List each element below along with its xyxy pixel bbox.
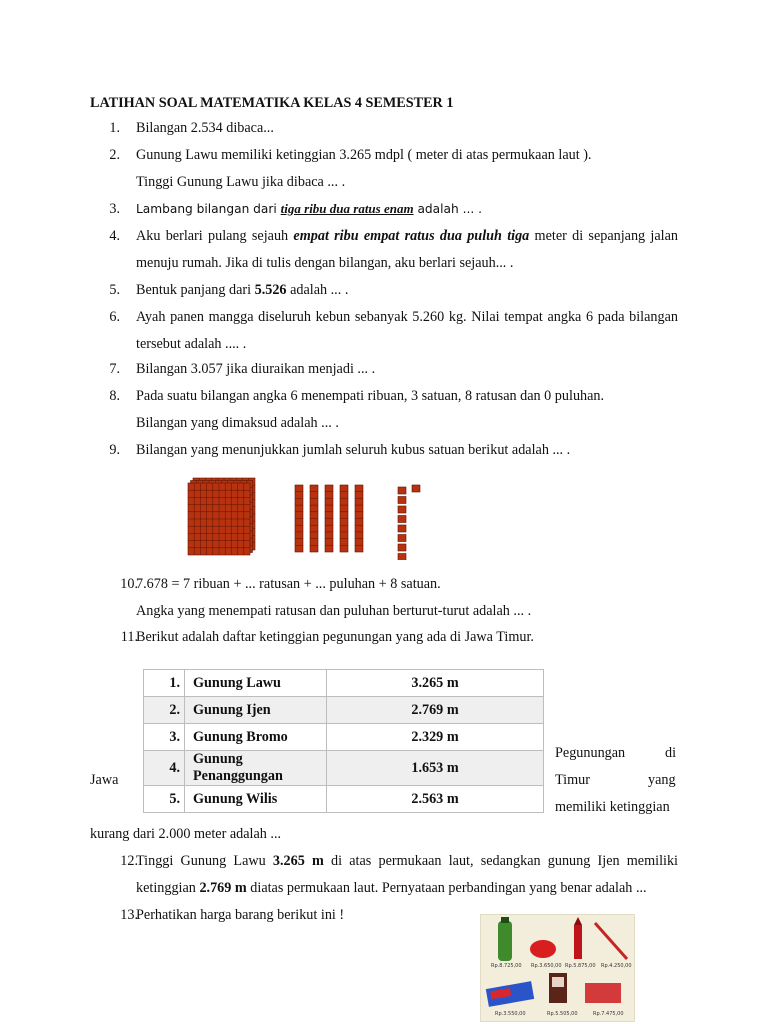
question-number: 4. [109,228,120,244]
question-text: Perhatikan harga barang berikut ini ! [136,907,345,923]
question-text: Bilangan 3.057 jika diuraikan menjadi ... . [136,361,376,377]
price-tag: Rp.7.475,00 [593,1011,624,1017]
mountain-height: 2.563 m [327,786,544,813]
base-ten-blocks-illustration [180,475,440,560]
mountain-name: Gunung Bromo [185,724,327,751]
mountain-height-table [143,669,544,813]
table-row [144,786,544,813]
price-tag: Rp.3.550,00 [495,1011,526,1017]
mountain-number: 3. [144,724,185,751]
wrap-text: di [665,745,677,761]
question-1 [90,115,678,142]
wrap-text: kurang dari 2.000 meter adalah ... [90,826,282,842]
question-number: 6. [109,309,120,325]
question-text: Tinggi Gunung Lawu jika dibaca ... . [136,173,346,190]
question-number: 3. [109,201,120,217]
question-text: Pada suatu bilangan angka 6 menempati ribuan, 3 satuan, 8 ratusan dan 0 puluhan. [136,388,605,404]
mountain-height: 3.265 m [327,670,544,697]
product-prices-image [480,914,635,1022]
question-text: Bilangan yang menunjukkan jumlah seluruh kubus satuan berikut adalah ... . [136,442,571,458]
question-text: Ayah panen mangga diseluruh kebun sebanyak 5.260 kg. Nilai tempat angka 6 pada bilangan tersebut adalah .... . [136,309,678,352]
question-text: Lambang bilangan dari tiga ribu dua ratus enam adalah ... . [136,201,482,216]
mountain-name: Gunung Ijen [185,697,327,724]
one-cube [398,544,406,551]
blocks-svg [180,475,440,560]
price-tag: Rp.5.505,00 [547,1011,578,1017]
question-text: Tinggi Gunung Lawu 3.265 m di atas permukaan laut, sedangkan gunung Ijen memiliki ketinggian 2.769 m diatas permukaan laut. Pernyataan perbandingan yang benar adalah ... [136,853,678,896]
question-5 [90,277,678,304]
document-title: LATIHAN SOAL MATEMATIKA KELAS 4 SEMESTER 1 [90,95,454,111]
question-number: 5. [109,282,120,298]
question-number: 9. [109,442,120,458]
wrap-text: Jawa [90,772,119,788]
one-cube [398,506,406,513]
question-3 [90,196,678,223]
table-row [144,751,544,786]
question-12 [90,848,678,901]
mountain-number: 2. [144,697,185,724]
table-row [144,724,544,751]
question-text: Gunung Lawu memiliki ketinggian 3.265 mdpl ( meter di atas permukaan laut ). [136,147,592,163]
question-9 [90,437,678,464]
question-11 [90,624,678,651]
question-text: Bilangan yang dimaksud adalah ... . [136,414,339,431]
price-tag: Rp.3.650,00 [531,963,562,969]
mountain-number: 4. [144,751,185,786]
question-text: Aku berlari pulang sejauh empat ribu empat ratus dua puluh tiga meter di sepanjang jalan menuju rumah. Jika di tulis dengan bilangan, aku berlari sejauh... . [136,228,678,271]
question-10 [90,571,678,624]
question-number: 2. [109,147,120,163]
wrap-text: memiliki ketinggian [555,799,670,815]
emphasis-text: empat ribu empat ratus dua puluh tiga [293,228,530,244]
mountain-height: 1.653 m [327,751,544,786]
question-4 [90,223,678,276]
question-number: 8. [109,388,120,404]
one-cube [398,487,406,494]
one-cube [398,497,406,504]
mountain-number: 5. [144,786,185,813]
price-tag: Rp.8.725,00 [491,963,522,969]
question-8 [90,383,678,436]
one-cube [398,535,406,542]
mountain-name: Gunung Wilis [185,786,327,813]
price-tag: Rp.5.875,00 [565,963,596,969]
one-cube [398,516,406,523]
question-text: Bilangan 2.534 dibaca... [136,120,274,136]
one-cube [398,525,406,532]
one-cube [412,485,420,492]
question-text: Berikut adalah daftar ketinggian pegunungan yang ada di Jawa Timur. [136,629,534,645]
question-7 [90,356,678,383]
question-number: 11. [120,629,138,645]
emphasis-text: tiga ribu dua ratus enam [280,201,414,216]
question-number: 12. [120,853,138,869]
question-text: 7.678 = 7 ribuan + ... ratusan + ... puluhan + 8 satuan. [136,576,441,592]
question-2 [90,142,678,195]
wrap-text: Pegunungan [555,745,626,761]
one-cube [398,554,406,561]
table-row [144,697,544,724]
mountain-number: 1. [144,670,185,697]
question-text: Bentuk panjang dari 5.526 adalah ... . [136,282,349,298]
question-number: 13. [120,907,138,923]
mountain-name: Gunung Penanggungan [185,751,327,786]
wrap-text: Timur [555,772,590,788]
question-number: 10. [120,576,138,592]
mountain-name: Gunung Lawu [185,670,327,697]
question-text: Angka yang menempati ratusan dan puluhan berturut-turut adalah ... . [136,602,532,619]
table-row [144,670,544,697]
mountain-height: 2.769 m [327,697,544,724]
wrap-text: yang [648,772,676,788]
question-6 [90,304,678,357]
price-tag: Rp.4.250,00 [601,963,632,969]
mountain-height: 2.329 m [327,724,544,751]
question-number: 1. [109,120,120,136]
question-number: 7. [109,361,120,377]
